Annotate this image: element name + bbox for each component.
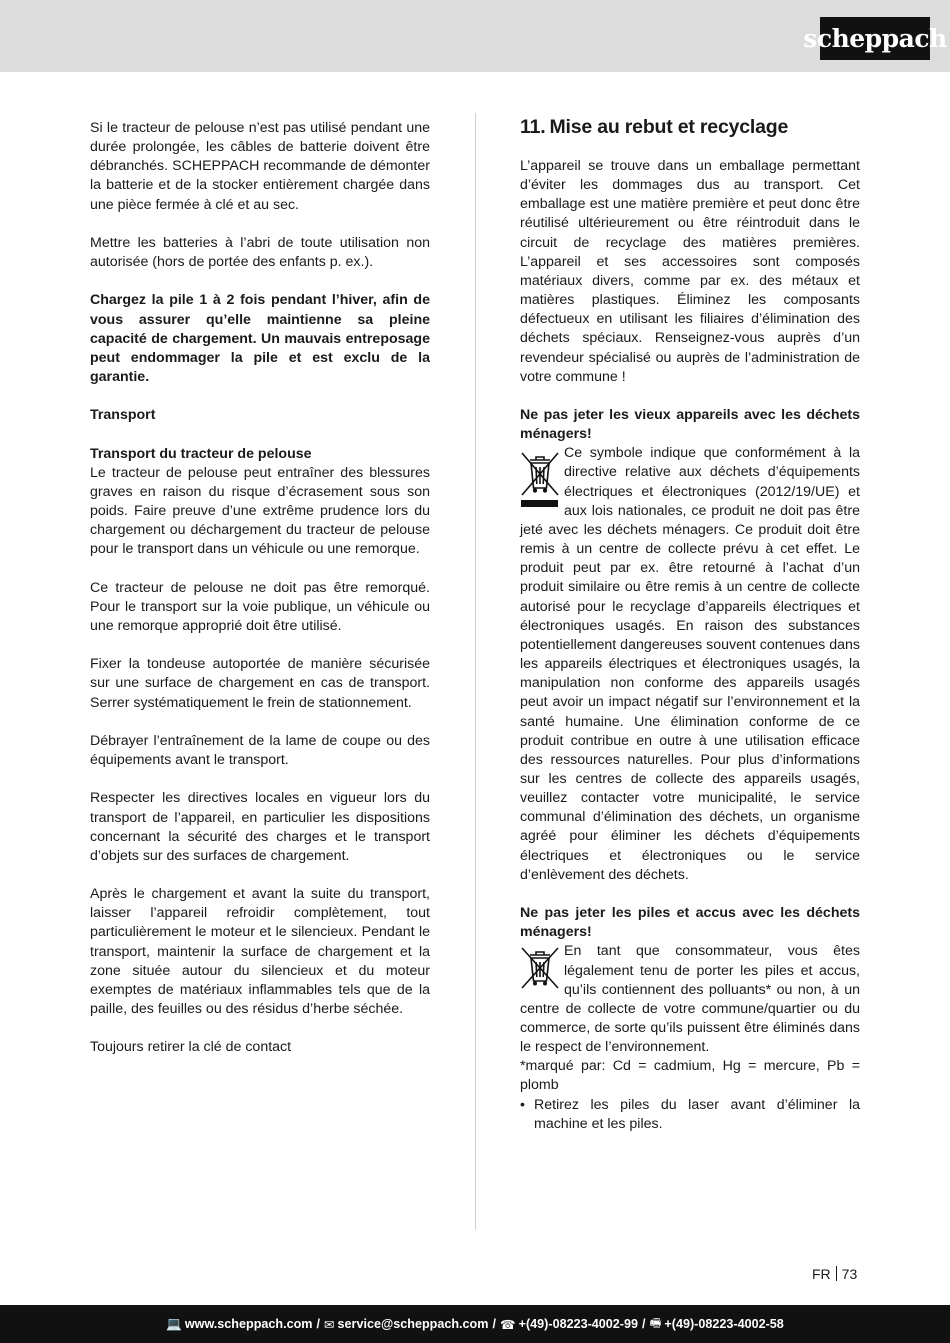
crossed-bin-icon [520, 446, 560, 510]
bullet-text: Retirez les piles du laser avant d’éliminer la machine et les piles. [534, 1096, 860, 1132]
heading-batteries: Ne pas jeter les piles et accus avec les déchets ménagers! [520, 905, 860, 941]
page-separator [836, 1266, 837, 1281]
paragraph-packaging: L’appareil se trouve dans un emballage permettant d’éviter les dommages dus au transport. Cet emballage est une matière première et peut donc être réutilisé ultérieurement ou être réintroduit dans le circuit de recyclage des matières premières. L’appareil et ses accessoires sont composés matériaux divers, comme par ex. des métaux et matières plastiques. Éliminez les composants défectueux en utilisant les filiaires d’élimination des déchets spéciaux. Renseignez-vous auprès d’un revendeur spécialisé ou auprès de l’administration de votre commune ! [520, 158, 860, 385]
paragraph-transport-injury: Le tracteur de pelouse peut entraîner des blessures graves en raison du risque d’écrasement sous son poids. Faire preuve d’une extrême prudence lors du chargement ou déchargement du tracteur de pelouse pour le transport dans un véhicule ou une remorque. [90, 464, 430, 558]
heading-weee: Ne pas jeter les vieux appareils avec les déchets ménagers! [520, 407, 860, 443]
paragraph-battery-safety: Mettre les batteries à l’abri de toute utilisation non autorisée (hors de portée des enfants p. ex.). [90, 234, 430, 271]
footer-separator: / [316, 1317, 320, 1331]
heading-transport: Transport [90, 407, 156, 424]
phone-icon: ☎ [499, 1317, 516, 1332]
paragraph-disengage-blade: Débrayer l’entraînement de la lame de coupe ou des équipements avant le transport. [90, 732, 430, 769]
paragraph-weee: Ce symbole indique que conformément à la directive relative aux déchets d’équipements électriques et électroniques (2012/19/UE) et aux lois nationales, ce produit ne doit pas être jeté avec les déchets ménagers. Ce produit doit être remis à un centre de collecte prévu à cet effet. Le produit peut par ex. être retourné à l’achat d’un produit similaire ou être remis à un centre de collecte autorisé pour le recyclage d’appareils électriques et électroniques usagés. En raison des substances potentiellement dangereuses souvent contenues dans les appareils électriques et électroniques usagés, la manipulation non conforme des appareils usagés peut avoir un impact négatif sur l’environnement et la santé humaine. Une élimination conforme de ce produit contribue en outre à une utilisation efficace des ressources naturelles. Pour plus d’informations sur les centres de collecte des appareils usagés, veuillez contacter votre municipalité, le service communal d’élimination des déchets, un organisme agréé pour éliminer les déchets d’équipements électriques et électroniques ou le service d’enlèvement des déchets. [520, 445, 860, 883]
list-item [520, 1096, 860, 1134]
page-header [0, 0, 950, 72]
paragraph-no-towing: Ce tracteur de pelouse ne doit pas être remorqué. Pour le transport sur la voie publique, un véhicule ou une remorque approprié doit être utilisé. [90, 579, 430, 634]
fax-icon: 🖷 [649, 1315, 662, 1330]
left-column [90, 119, 430, 1077]
section-number: 11. [520, 116, 546, 138]
paragraph-secure-load: Fixer la tondeuse autoportée de manière sécurisée sur une surface de chargement en cas de transport. Serrer systématiquement le frein de stationnement. [90, 656, 430, 711]
footer-website[interactable]: www.scheppach.com [184, 1317, 313, 1331]
computer-icon: 💻 [166, 1316, 182, 1331]
footer-email[interactable]: service@scheppach.com [337, 1317, 489, 1331]
subheading-transport-tractor: Transport du tracteur de pelouse [90, 445, 312, 462]
column-divider [475, 113, 476, 1230]
footer-fax: +(49)-08223-4002-58 [664, 1317, 784, 1331]
paragraph-batteries: En tant que consommateur, vous êtes légalement tenu de porter les piles et accus, qu’ils contiennent des polluants* ou non, à un centre de collecte de votre commune/quartier ou du commerce, de sorte qu’ils puissent être éliminés dans le respect de l’environnement. [520, 943, 860, 1056]
right-column [520, 116, 860, 1134]
page-language: FR [812, 1266, 831, 1282]
paragraph-local-regulations: Respecter les directives locales en vigueur lors du transport de l’appareil, en particulier les dispositions concernant la sécurité des charges et le transport d’objets sur des surfaces de chargement. [90, 790, 430, 864]
section-heading [520, 116, 860, 138]
paragraph-cool-down: Après le chargement et avant la suite du transport, laisser l’appareil refroidir complètement, tout particulièrement le moteur et le silencieux. Pendant le transport, maintenir la surface de chargement et la zone située autour du silencieux et du moteur exemptes de matériaux inflammables tels que de la paille, des feuilles ou des résidus d’herbe séchée. [90, 886, 430, 1018]
page-footer [0, 1305, 950, 1343]
section-title: Mise au rebut et recyclage [549, 116, 789, 138]
footer-separator: / [642, 1317, 646, 1331]
battery-notice [520, 942, 860, 1057]
crossed-bin-icon [520, 945, 560, 991]
paragraph-battery-storage: Si le tracteur de pelouse n’est pas utilisé pendant une durée prolongée, les câbles de batterie doivent être débranchés. SCHEPPACH recommande de démonter la batterie et de la stocker entièrement chargée dans une pièce fermée à clé et au sec. [90, 120, 430, 213]
weee-notice [520, 444, 860, 885]
scheppach-logo: scheppach [820, 17, 930, 60]
footer-phone[interactable]: +(49)-08223-4002-99 [518, 1317, 639, 1331]
paragraph-charging-warning: Chargez la pile 1 à 2 fois pendant l’hiver, afin de vous assurer qu’elle maintienne sa pleine capacité de chargement. Un mauvais entreposage peut endommager la pile et est exclu de la garantie. [90, 292, 430, 385]
paragraph-remove-key: Toujours retirer la clé de contact [90, 1039, 292, 1056]
mail-icon: ✉ [323, 1317, 335, 1332]
paragraph-battery-note: *marqué par: Cd = cadmium, Hg = mercure, Pb = plomb [520, 1058, 860, 1094]
bullet-icon: • [520, 1096, 525, 1113]
page-number [812, 1266, 857, 1282]
page-number-value: 73 [841, 1266, 858, 1282]
footer-separator: / [492, 1317, 496, 1331]
